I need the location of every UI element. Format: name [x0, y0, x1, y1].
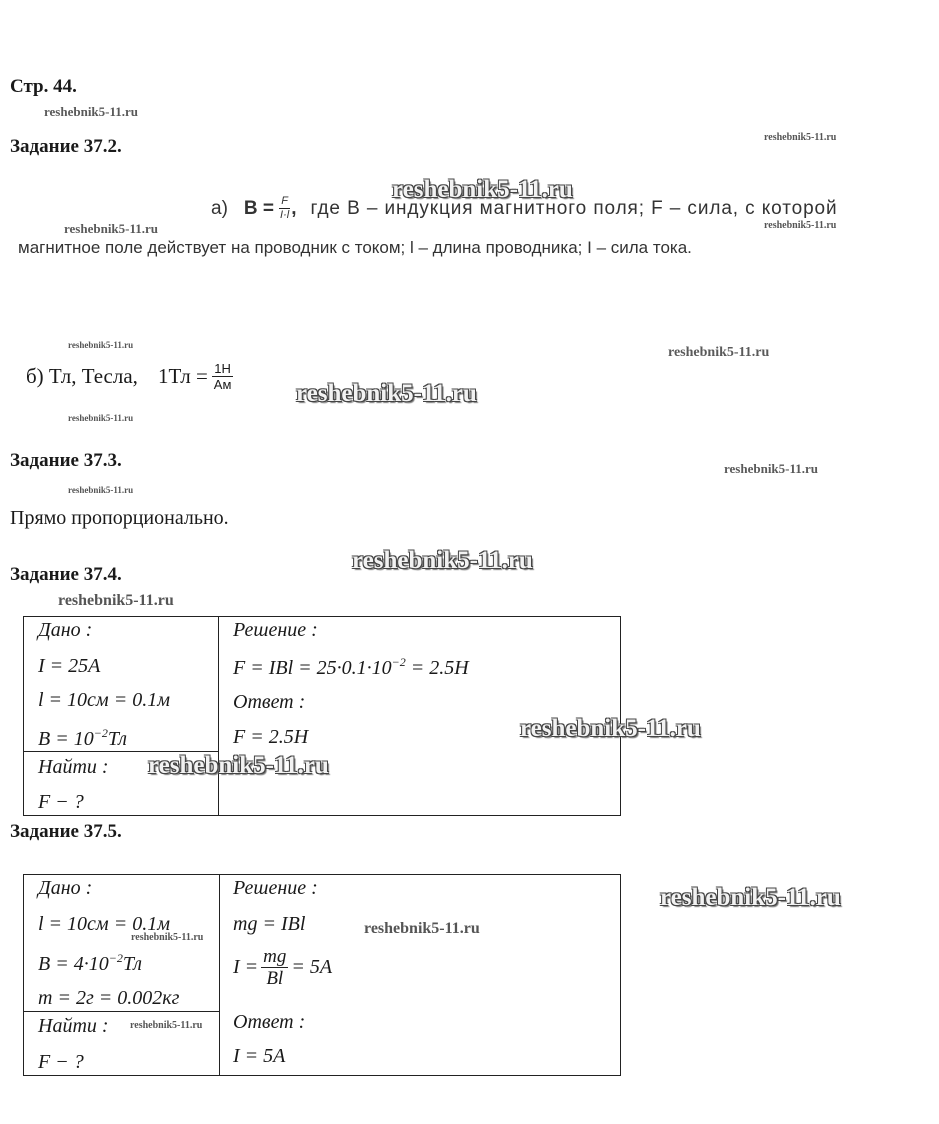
answer-label: Ответ : — [233, 1011, 306, 1033]
formula-comma: , — [291, 197, 297, 219]
unit-denominator: Ам — [213, 377, 232, 392]
given-induction-exp: −2 — [93, 726, 108, 740]
solution-denominator: Bl — [266, 968, 284, 989]
unit-lhs: 1Тл = — [157, 364, 208, 388]
watermark: reshebnik5-11.ru — [68, 413, 134, 423]
given-induction-unit: Тл — [122, 953, 142, 975]
watermark: reshebnik5-11.ru — [58, 592, 174, 609]
given-label: Дано : — [38, 619, 93, 641]
solution-exp: −2 — [391, 655, 406, 669]
solution-equation: mg = IBl — [233, 913, 306, 935]
solution-numerator: mg — [263, 946, 287, 967]
given-induction-exp: −2 — [108, 951, 123, 965]
find-label: Найти : — [38, 756, 109, 778]
find-label: Найти : — [38, 1015, 109, 1037]
given-induction-base: B = 4·10 — [38, 953, 109, 975]
find-value: F − ? — [38, 1051, 84, 1073]
part-a-line1: где B – индукция магнитного поля; F – сила, с которой — [310, 197, 838, 219]
given-induction-unit: Тл — [107, 728, 127, 750]
given-length: l = 10см = 0.1м — [38, 913, 170, 935]
watermark: reshebnik5-11.ru — [352, 547, 533, 574]
task-37-3-answer: Прямо пропорционально. — [10, 507, 229, 529]
watermark: reshebnik5-11.ru — [148, 752, 329, 779]
watermark: reshebnik5-11.ru — [68, 485, 134, 495]
watermark: reshebnik5-11.ru — [68, 340, 134, 350]
given-length: l = 10см = 0.1м — [38, 689, 170, 711]
answer-label: Ответ : — [233, 691, 306, 713]
watermark: reshebnik5-11.ru — [64, 221, 159, 236]
given-current: I = 25A — [38, 655, 101, 677]
formula-denominator: I·l — [280, 209, 290, 221]
watermark: reshebnik5-11.ru — [364, 920, 480, 937]
watermark: reshebnik5-11.ru — [520, 715, 701, 742]
unit-fraction — [212, 362, 234, 391]
formula-numerator: F — [281, 195, 288, 207]
given-label: Дано : — [38, 877, 93, 899]
task-37-4-title: Задание 37.4. — [10, 564, 122, 585]
solution-label: Решение : — [233, 877, 318, 899]
solution-rhs: = 5A — [291, 956, 333, 978]
formula-fraction — [278, 196, 291, 221]
task-37-5-table — [23, 874, 621, 1076]
watermark: reshebnik5-11.ru — [130, 1020, 203, 1031]
watermark: reshebnik5-11.ru — [668, 345, 770, 360]
watermark: reshebnik5-11.ru — [660, 884, 841, 911]
task-37-2-part-b — [26, 362, 233, 391]
part-a-line2: магнитное поле действует на проводник с током; l – длина проводника; I – сила тока. — [18, 238, 692, 257]
given-mass: m = 2г = 0.002кг — [38, 987, 180, 1009]
watermark: reshebnik5-11.ru — [296, 380, 477, 407]
watermark: reshebnik5-11.ru — [764, 220, 837, 231]
solution-expr: F = IBl = 25·0.1·10 — [233, 657, 392, 679]
task-37-5-title: Задание 37.5. — [10, 821, 122, 842]
watermark: reshebnik5-11.ru — [44, 104, 139, 119]
watermark: reshebnik5-11.ru — [392, 176, 573, 203]
solution-fraction — [261, 947, 288, 988]
watermark: reshebnik5-11.ru — [764, 132, 837, 143]
solution-result: = 2.5H — [405, 657, 469, 679]
solution-lhs: I = — [233, 956, 259, 978]
solution-label: Решение : — [233, 619, 318, 641]
formula-lhs: B = — [243, 197, 275, 219]
answer-value: I = 5A — [233, 1045, 286, 1067]
page-number: Стр. 44. — [10, 76, 77, 97]
solution-current — [233, 947, 332, 988]
watermark: reshebnik5-11.ru — [131, 932, 204, 943]
given-induction-base: B = 10 — [38, 728, 94, 750]
given-induction — [38, 726, 127, 751]
answer-value: F = 2.5H — [233, 726, 309, 748]
part-b-text: б) Тл, Тесла, — [26, 364, 138, 388]
find-value: F − ? — [38, 791, 84, 813]
solution-line — [233, 655, 469, 680]
task-37-2-title: Задание 37.2. — [10, 136, 122, 157]
unit-numerator: 1Н — [214, 361, 231, 376]
part-a-prefix: а) — [211, 197, 228, 219]
given-induction — [38, 951, 142, 976]
watermark: reshebnik5-11.ru — [724, 461, 819, 476]
task-37-3-title: Задание 37.3. — [10, 450, 122, 471]
